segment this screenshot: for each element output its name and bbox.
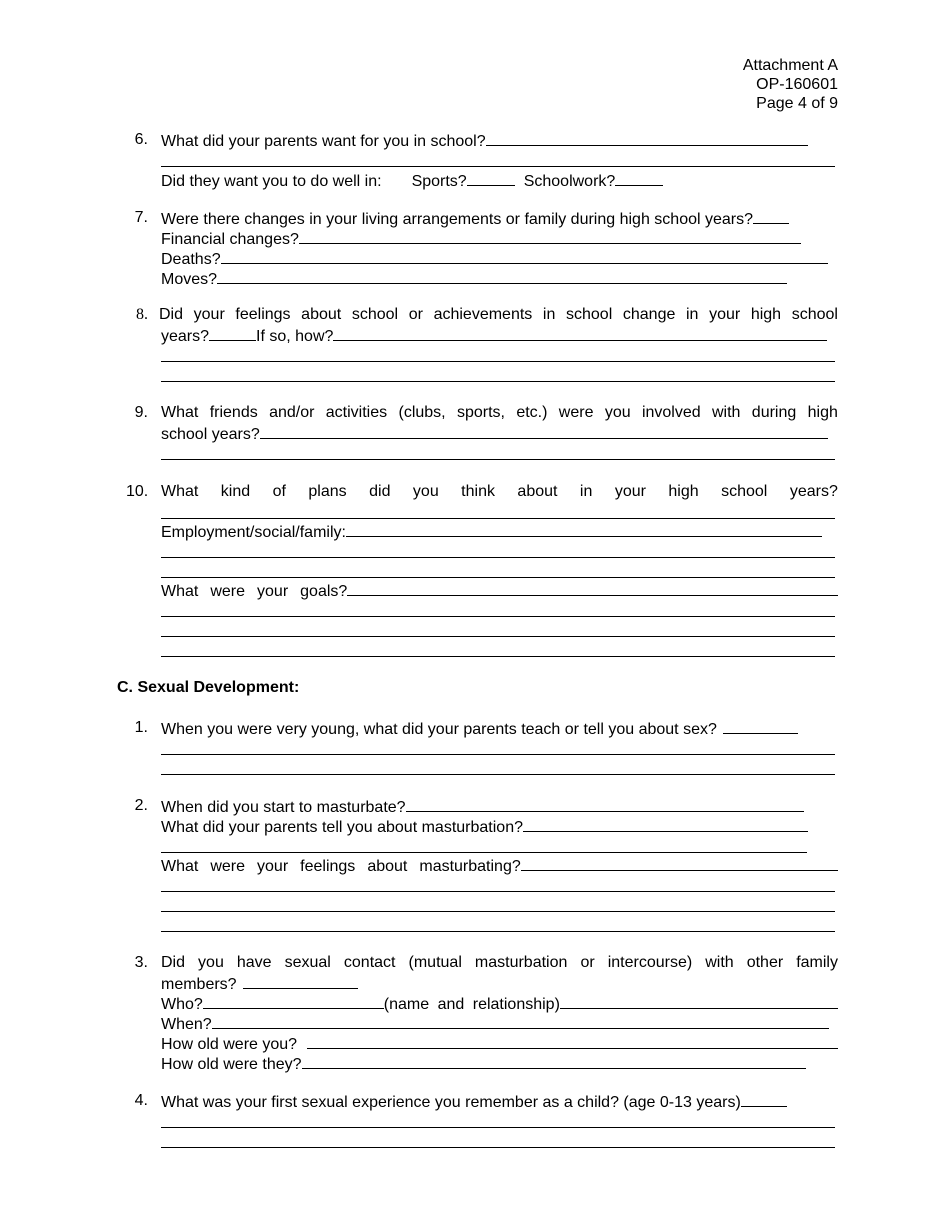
answer-line[interactable] [741,1091,787,1107]
employment-row: Employment/social/family: [161,521,822,543]
schoolwork-answer-line[interactable] [615,170,663,186]
answer-line[interactable] [260,423,828,439]
question-9-line1: What friends and/or activities (clubs, sports, etc.) were you involved with during high [161,404,838,421]
answer-line[interactable] [307,1033,838,1049]
financial-changes-row: Financial changes? [161,228,801,250]
goals-row: What were your goals? [161,580,838,602]
masturbating-feelings-row: What were your feelings about masturbating? [161,855,838,877]
answer-line[interactable] [161,636,835,637]
answer-line[interactable] [161,557,835,558]
answer-line[interactable] [161,381,835,382]
answer-line[interactable] [217,268,787,284]
answer-line[interactable] [161,1127,835,1128]
answer-line[interactable] [161,518,835,519]
question-8-line1: Did your feelings about school or achievements in school change in your high school [159,306,838,323]
question-9-line2: school years? [161,423,828,445]
answer-line[interactable] [723,718,798,734]
attachment-label: Attachment A [742,57,838,74]
answer-line[interactable] [161,577,835,578]
question-number: 6. [134,131,148,148]
answer-line[interactable] [753,208,789,224]
question-number: 3. [134,954,148,971]
answer-line[interactable] [161,656,835,657]
answer-line[interactable] [161,361,835,362]
question-number: 2. [134,797,148,814]
question-c4-text: What was your first sexual experience you remember as a child? (age 0-13 years) [161,1091,787,1113]
answer-line[interactable] [161,754,835,755]
answer-line[interactable] [161,616,835,617]
document-header [743,56,838,113]
answer-line[interactable] [161,911,835,912]
question-c3-line1: Did you have sexual contact (mutual masturbation or intercourse) with other family [161,954,838,971]
answer-line[interactable] [406,796,804,812]
question-number: 8. [136,306,148,323]
question-10-line1: What kind of plans did you think about in your high school years? [161,483,838,500]
question-8-line2: years? If so, how? [161,325,827,347]
answer-line[interactable] [209,325,256,341]
answer-line[interactable] [523,816,808,832]
answer-line[interactable] [333,325,827,341]
document-number: OP-160601 [756,76,838,93]
who-row: Who? (name and relationship) [161,993,838,1015]
members-row: members? [161,973,358,995]
answer-line[interactable] [221,248,828,264]
how-old-you-row: How old were you? [161,1033,838,1055]
who-answer-line[interactable] [203,993,384,1009]
when-row: When? [161,1013,829,1035]
sports-answer-line[interactable] [467,170,515,186]
question-c2-line1: When did you start to masturbate? [161,796,804,818]
answer-line[interactable] [161,852,807,853]
answer-line[interactable] [346,521,822,537]
deaths-row: Deaths? [161,248,828,270]
answer-line[interactable] [161,1147,835,1148]
question-c1-text: When you were very young, what did your parents teach or tell you about sex? [161,718,798,740]
answer-line[interactable] [521,855,838,871]
question-6-text: What did your parents want for you in school? [161,130,808,152]
question-number: 9. [134,404,148,421]
question-number: 7. [134,209,148,226]
relationship-answer-line[interactable] [560,993,838,1009]
how-old-they-row: How old were they? [161,1053,806,1075]
question-7-text: Were there changes in your living arrangements or family during high school years? [161,208,789,230]
answer-line[interactable] [243,973,358,989]
question-number: 10. [126,483,149,500]
question-6-sub: Did they want you to do well in: Sports? Schoolwork? [161,170,663,192]
answer-line[interactable] [299,228,801,244]
answer-line[interactable] [212,1013,829,1029]
page-number: Page 4 of 9 [756,95,838,112]
moves-row: Moves? [161,268,787,290]
answer-line[interactable] [347,580,838,596]
question-number: 1. [134,719,148,736]
answer-line[interactable] [161,774,835,775]
answer-line[interactable] [161,931,835,932]
answer-line[interactable] [486,130,808,146]
question-number: 4. [134,1092,148,1109]
answer-line[interactable] [302,1053,806,1069]
answer-line[interactable] [161,459,835,460]
answer-line[interactable] [161,166,835,167]
section-title: C. Sexual Development: [117,679,300,696]
question-c2-line2: What did your parents tell you about masturbation? [161,816,808,838]
answer-line[interactable] [161,891,835,892]
